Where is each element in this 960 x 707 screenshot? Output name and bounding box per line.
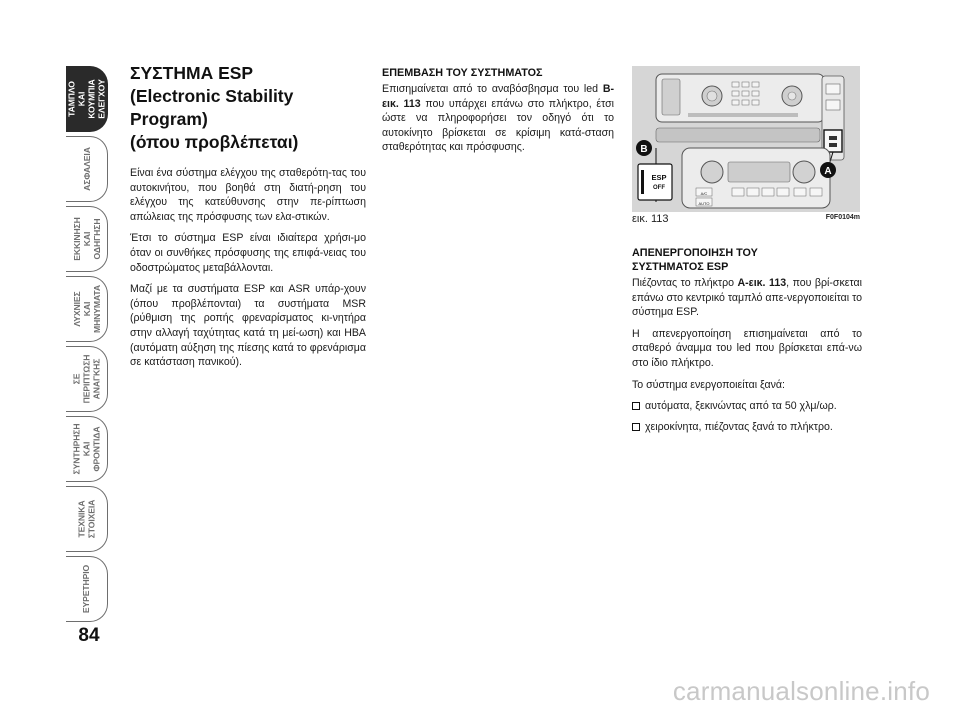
paragraph — [632, 276, 862, 320]
figure-dashboard-esp-button — [632, 66, 860, 212]
checkbox-bullet-icon — [632, 423, 640, 431]
bullet-text: αυτόματα, ξεκινώντας από τα 50 χλμ/ωρ. — [645, 400, 837, 413]
tab-label: ΣΕ ΠΕΡΙΠΤΩΣΗ ΑΝΑΓΚΗΣ — [71, 354, 102, 404]
tab-label: ΤΕΧΝΙΚΑ ΣΤΟΙΧΕΙΑ — [76, 499, 97, 539]
tab-dashboard-controls[interactable] — [66, 66, 108, 132]
figure-reference: A-εικ. 113 — [737, 277, 787, 289]
title-line: ΣΥΣΤΗΜΑ ESP — [130, 63, 254, 83]
paragraph: Μαζί με τα συστήματα ESP και ASR υπάρ-χουν (όπου προβλέπονται) τα συστήματα MSR (ρύθμιση της ροπής φρεναρίσματος κι-νητήρα στην αλλαγή ταχύτητας κατά τη μεί-ωση) και HBA (αυτόματη αύξηση της πίεσης κατά το φρενάρισμα σε κατάσταση πανικού). — [130, 283, 366, 369]
tab-label: ΕΚΚΙΝΗΣΗ ΚΑΙ ΟΔΗΓΗΣΗ — [71, 217, 102, 261]
watermark: carmanualsonline.info — [672, 676, 930, 706]
checkbox-bullet-icon — [632, 402, 640, 410]
paragraph: Έτσι το σύστημα ESP είναι ιδιαίτερα χρήσι-μο όταν οι συνθήκες πρόσφυσης της επιφά-νειας του οδοστρώματος μεταβάλλονται. — [130, 232, 366, 274]
paragraph: Το σύστημα ενεργοποιείται ξανά: — [632, 378, 785, 391]
tab-index[interactable] — [66, 556, 108, 622]
heading-line: ΑΠΕΝΕΡΓΟΠΟΙΗΣΗ ΤΟΥ — [632, 247, 758, 259]
figure-caption — [632, 213, 860, 227]
column-deactivation — [632, 246, 862, 440]
heading-line: ΣΥΣΤΗΜΑΤΟΣ ESP — [632, 261, 729, 273]
paragraph: Η απενεργοποίηση επισημαίνεται από το σταθερό άναμμα του led που βρίσκεται επά-νω στο ίδιο πλήκτρο. — [632, 327, 862, 369]
list-item — [632, 399, 862, 414]
tab-maintenance[interactable] — [66, 416, 108, 482]
column-intervention — [382, 66, 614, 162]
tab-label: ΕΥΡΕΤΗΡΙΟ — [81, 564, 92, 614]
hvac-ac-label: A/C — [700, 191, 708, 196]
figure-reference: B-εικ. 113 — [382, 83, 614, 110]
tab-lights-messages[interactable] — [66, 276, 108, 342]
tab-starting-driving[interactable] — [66, 206, 108, 272]
paragraph — [382, 82, 614, 155]
page-number: 84 — [78, 625, 100, 646]
esp-button-label: ESP — [651, 173, 667, 182]
tab-label: ΛΥΧΝΙΕΣ ΚΑΙ ΜΗΝΥΜΑΤΑ — [71, 285, 102, 333]
esp-button-label: OFF — [653, 185, 665, 191]
tab-safety[interactable] — [66, 136, 108, 202]
title-line: (Electronic Stability — [130, 86, 294, 106]
text-run: Πιέζοντας το πλήκτρο — [632, 277, 738, 289]
tab-technical-data[interactable] — [66, 486, 108, 552]
section-title — [130, 62, 366, 154]
text-run: που υπάρχει επάνω στο πλήκτρο, έτσι ώστε να πληροφορήσει τον οδηγό ότι το αυτοκίνητο βρίσκεται σε κρίσιμη κατά-σταση σταθερότητας και πρόσφυσης. — [382, 97, 614, 154]
text-run: , που βρί-σκεται επάνω στο κεντρικό ταμπλό απε-νεργοποιείται το σύστημα ESP. — [632, 277, 862, 319]
list-item — [632, 420, 862, 435]
caption-text: εικ. 113 — [632, 213, 669, 225]
tab-label: ΤΑΜΠΛΟ ΚΑΙ ΚΟΥΜΠΙΑ ΕΛΕΓΧΟΥ — [66, 79, 107, 119]
column-esp-intro — [130, 62, 366, 377]
text-run: Επισημαίνεται από το αναβόσβησμα του led — [382, 83, 603, 95]
tab-label: ΣΥΝΤΗΡΗΣΗ ΚΑΙ ΦΡΟΝΤΙΔΑ — [71, 423, 102, 475]
tab-emergency[interactable] — [66, 346, 108, 412]
title-line: Program) — [130, 109, 208, 129]
hvac-auto-label: AUTO — [698, 201, 710, 206]
paragraph: Είναι ένα σύστημα ελέγχου της σταθερότη-τας του αυτοκινήτου, που βοηθά στη διατή-ρηση του ελέγχου της κατεύθυνσης στην πε-ρίπτωση απώλειας της πρόσφυσης των ελα-στικών. — [130, 167, 366, 223]
marker-b-label: B — [640, 144, 648, 155]
title-line: (όπου προβλέπεται) — [130, 132, 299, 152]
bullet-text: χειροκίνητα, πιέζοντας ξανά το πλήκτρο. — [645, 420, 833, 433]
figure-code: F0F0104m — [825, 214, 860, 221]
tab-label: ΑΣΦΑΛΕΙΑ — [81, 147, 92, 191]
dashboard-illustration — [632, 66, 860, 212]
subsection-heading: ΕΠΕΜΒΑΣΗ ΤΟΥ ΣΥΣΤΗΜΑΤΟΣ — [382, 67, 543, 79]
marker-a-label: A — [824, 166, 832, 177]
subsection-heading — [632, 246, 862, 274]
